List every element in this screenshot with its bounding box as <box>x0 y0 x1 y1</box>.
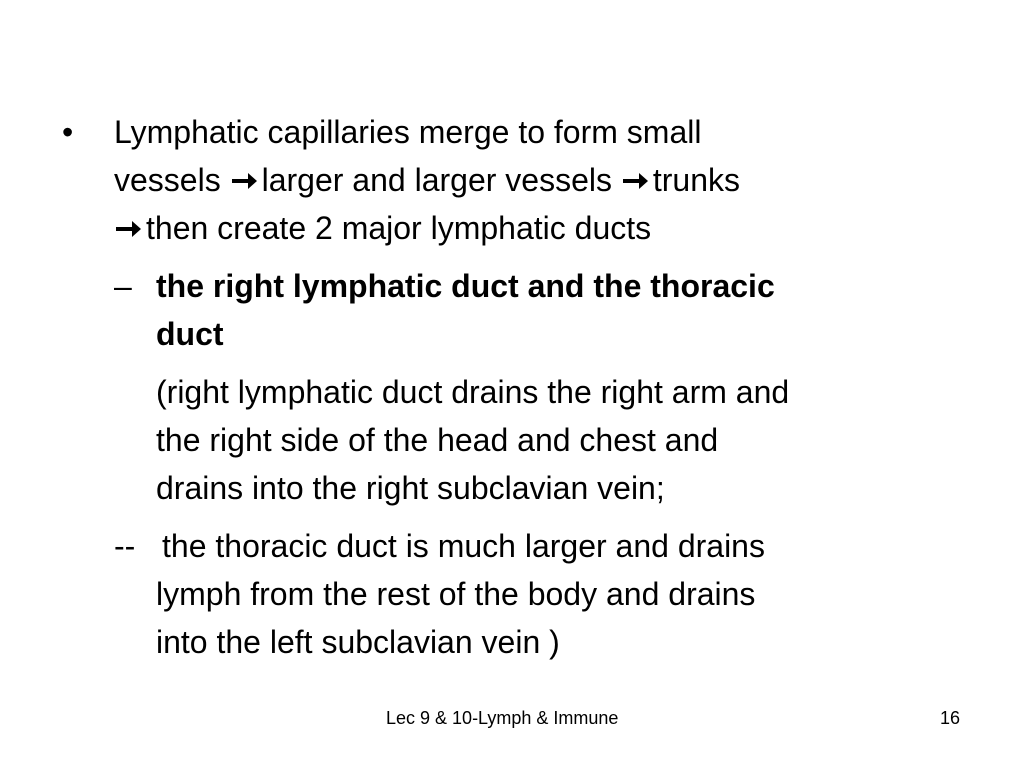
dash-marker: -- <box>114 528 136 564</box>
bullet-line-3 <box>114 204 651 252</box>
bullet-line-2-part-a: vessels <box>114 162 221 198</box>
right-arrow-icon <box>230 169 258 193</box>
sub-bullet-marker: – <box>114 268 132 304</box>
bullet-line-3-text: then create 2 major lymphatic ducts <box>146 210 652 246</box>
bullet-line-2-part-c: trunks <box>652 162 741 198</box>
thoracic-line-2: lymph from the rest of the body and drains <box>156 576 756 612</box>
bullet-line-2 <box>114 156 740 204</box>
paren-line-2: the right side of the head and chest and <box>156 422 719 458</box>
sub-bold-line-2: duct <box>156 316 224 352</box>
right-arrow-icon <box>114 217 142 241</box>
right-arrow-icon <box>621 169 649 193</box>
thoracic-line-3: into the left subclavian vein ) <box>156 624 560 660</box>
sub-bold-line-1: the right lymphatic duct and the thoracic <box>156 268 775 304</box>
bullet-marker: • <box>62 114 74 150</box>
page-number: 16 <box>940 708 961 728</box>
thoracic-line-1: the thoracic duct is much larger and drains <box>162 528 765 564</box>
footer-title: Lec 9 & 10-Lymph & Immune <box>386 708 619 728</box>
bullet-line-1: Lymphatic capillaries merge to form small <box>114 114 702 150</box>
paren-line-1: (right lymphatic duct drains the right arm and <box>156 374 790 410</box>
paren-line-3: drains into the right subclavian vein; <box>156 470 665 506</box>
bullet-line-2-part-b: larger and larger vessels <box>261 162 612 198</box>
